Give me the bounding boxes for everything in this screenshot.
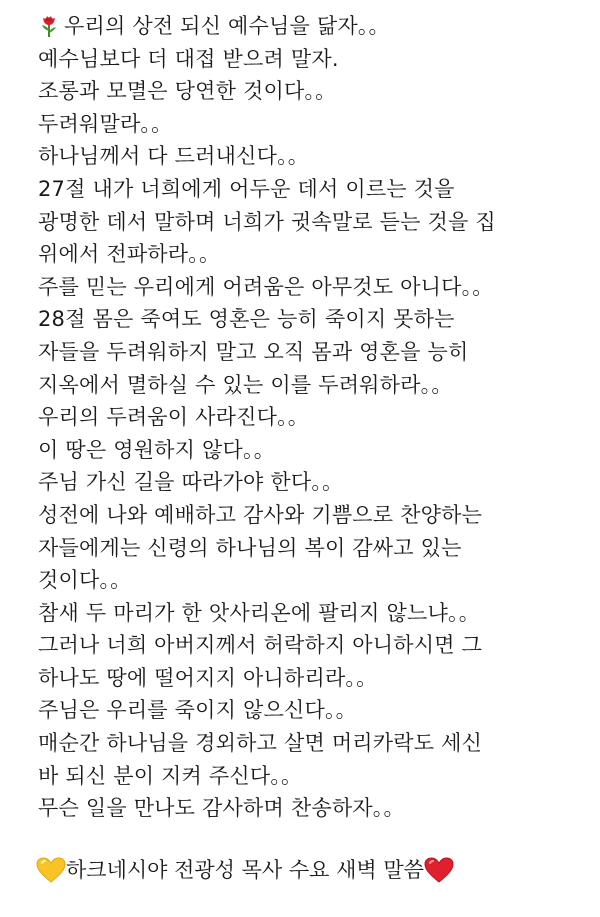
spacer xyxy=(38,825,582,852)
text-line: 두려워말라。。 xyxy=(38,111,173,136)
text-line: 주를 믿는 우리에게 어려움은 아무것도 아니다。。 xyxy=(38,274,494,299)
text-line: 하나도 땅에 떨어지지 아니하리라。。 xyxy=(38,665,378,690)
text-line: 예수님보다 더 대접 받으려 말자. xyxy=(38,46,339,71)
red-heart-icon xyxy=(424,857,454,883)
text-line: 조롱과 모멸은 당연한 것이다。。 xyxy=(38,79,337,104)
text-line: 주님 가신 길을 따라가야 한다。。 xyxy=(38,470,344,495)
text-line: 하나님께서 다 드러내신다。。 xyxy=(38,144,309,169)
text-line: 자들을 두려워하지 말고 오직 몸과 영혼을 능히 xyxy=(38,339,469,364)
line-text: 우리의 상전 되신 예수님을 닮자。。 xyxy=(64,14,390,38)
footer-line xyxy=(36,852,582,888)
text-line: 무슨 일을 만나도 감사하며 찬송하자。。 xyxy=(38,796,405,821)
text-line: 것이다。。 xyxy=(38,568,132,593)
text-line: 성전에 나와 예배하고 감사와 기쁨으로 찬양하는 xyxy=(38,502,483,527)
text-line: 그러나 너희 아버지께서 허락하지 아니하시면 그 xyxy=(38,633,483,658)
text-line: 이 땅은 영원하지 않다。。 xyxy=(38,437,275,462)
text-line: 28절 몸은 죽여도 영혼은 능히 죽이지 못하는 xyxy=(38,307,455,332)
text-line: 광명한 데서 말하며 너희가 귓속말로 듣는 것을 집 xyxy=(38,209,496,234)
text-line: 지옥에서 멸하실 수 있는 이를 두려워하라。。 xyxy=(38,372,453,397)
title-line xyxy=(38,10,582,43)
text-line: 위에서 전파하라。。 xyxy=(38,242,221,267)
text-line: 27절 내가 너희에게 어두운 데서 이르는 것을 xyxy=(38,176,455,201)
text-line: 자들에게는 신령의 하나님의 복이 감싸고 있는 xyxy=(38,535,462,560)
yellow-heart-icon xyxy=(36,857,66,883)
rose-icon xyxy=(38,14,60,38)
text-line: 우리의 두려움이 사라진다。。 xyxy=(38,405,309,430)
text-line: 참새 두 마리가 한 앗사리온에 팔리지 않느냐。。 xyxy=(38,600,480,625)
footer-text: 하크네시야 전광성 목사 수요 새벽 말씀 xyxy=(66,857,424,882)
text-line: 주님은 우리를 죽이지 않으신다。。 xyxy=(38,698,357,723)
text-line: 매순간 하나님을 경외하고 살면 머리카락도 세신 xyxy=(38,731,483,756)
text-line: 바 되신 분이 지켜 주신다。。 xyxy=(38,763,303,788)
